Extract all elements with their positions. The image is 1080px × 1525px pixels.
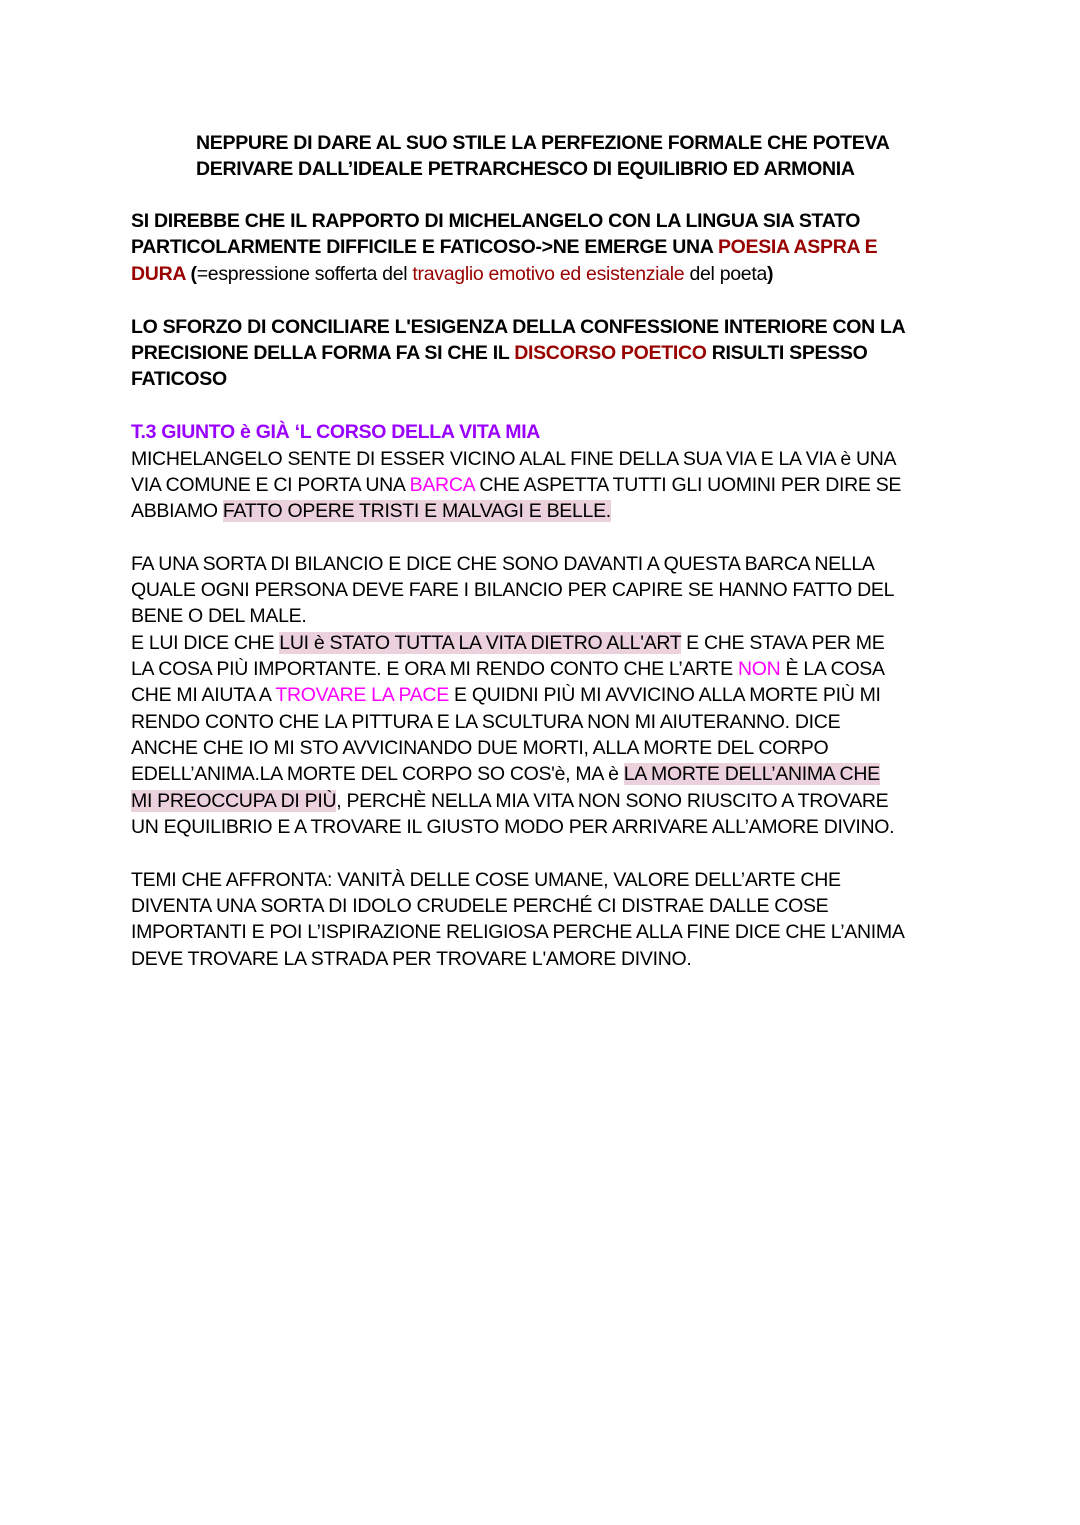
paragraph-line: DERIVARE DALL’IDEALE PETRARCHESCO DI EQUILIBRIO ED ARMONIA	[196, 158, 855, 180]
text-span: CHE ASPETTA TUTTI GLI UOMINI PER DIRE SE	[474, 474, 902, 496]
paragraph-line	[131, 340, 868, 366]
paragraph-line	[131, 656, 885, 682]
paragraph-line: ANCHE CHE IO MI STO AVVICINANDO DUE MORTI, ALLA MORTE DEL CORPO	[131, 737, 829, 759]
text-span: È LA COSA	[780, 658, 885, 680]
text-span: (	[185, 263, 197, 285]
paragraph-line: BENE O DEL MALE.	[131, 605, 307, 627]
paragraph-line: LO SFORZO DI CONCILIARE L'ESIGENZA DELLA CONFESSIONE INTERIORE CON LA	[131, 316, 906, 338]
text-span: E QUIDNI PIÙ MI AVVICINO ALLA MORTE PIÙ MI	[448, 684, 881, 706]
emphasis-red: DISCORSO POETICO	[514, 342, 707, 364]
paragraph-line	[131, 682, 881, 708]
text-span: del poeta	[684, 263, 767, 285]
highlighted-text: LUI è STATO TUTTA LA VITA DIETRO ALL'ART	[279, 632, 682, 654]
paragraph-line	[131, 630, 884, 656]
paragraph-line: FATICOSO	[131, 368, 227, 390]
text-span: )	[767, 263, 774, 285]
paragraph-line: IMPORTANTI E POI L’ISPIRAZIONE RELIGIOSA PERCHE ALLA FINE DICE CHE L’ANIMA	[131, 921, 905, 943]
paragraph-line	[131, 498, 611, 524]
paragraph-line: QUALE OGNI PERSONA DEVE FARE I BILANCIO PER CAPIRE SE HANNO FATTO DEL	[131, 579, 895, 601]
text-span: EDELL’ANIMA.LA MORTE DEL CORPO SO COS'è, MA è	[131, 763, 624, 785]
paragraph-line	[131, 761, 880, 787]
section-title: T.3 GIUNTO è GIÀ ‘L CORSO DELLA VITA MIA	[131, 421, 541, 443]
paragraph-line	[131, 261, 773, 287]
emphasis-red: POESIA ASPRA E	[717, 236, 878, 258]
paragraph-line	[131, 788, 888, 814]
emphasis-red: travaglio emotivo ed esistenziale	[412, 263, 685, 285]
highlighted-text: FATTO OPERE TRISTI E MALVAGI E BELLE.	[222, 500, 611, 522]
text-span: E CHE STAVA PER ME	[681, 632, 885, 654]
paragraph-line: TEMI CHE AFFRONTA: VANITÀ DELLE COSE UMANE, VALORE DELL’ARTE CHE	[131, 869, 841, 891]
paragraph-line: DEVE TROVARE LA STRADA PER TROVARE L'AMORE DIVINO.	[131, 948, 692, 970]
text-span: , PERCHÈ NELLA MIA VITA NON SONO RIUSCITO A TROVARE	[336, 790, 889, 812]
text-span: PARTICOLARMENTE DIFFICILE E FATICOSO->NE EMERGE UNA	[131, 236, 718, 258]
text-span: CHE MI AIUTA A	[131, 684, 276, 706]
paragraph-line: FA UNA SORTA DI BILANCIO E DICE CHE SONO DAVANTI A QUESTA BARCA NELLA	[131, 553, 875, 575]
paragraph-line	[131, 472, 901, 498]
text-span: VIA COMUNE E CI PORTA UNA	[131, 474, 410, 496]
highlighted-text: MI PREOCCUPA DI PIÙ	[131, 790, 337, 812]
paragraph-line: MICHELANGELO SENTE DI ESSER VICINO ALAL FINE DELLA SUA VIA E LA VIA è UNA	[131, 448, 897, 470]
text-span: =espressione sofferta del	[196, 263, 413, 285]
emphasis-magenta: BARCA	[409, 474, 475, 496]
paragraph-line: RENDO CONTO CHE LA PITTURA E LA SCULTURA NON MI AIUTERANNO. DICE	[131, 711, 841, 733]
text-span: ABBIAMO	[131, 500, 223, 522]
emphasis-red: DURA	[131, 263, 186, 285]
text-span: PRECISIONE DELLA FORMA FA SI CHE IL	[131, 342, 515, 364]
highlighted-text: LA MORTE DELL’ANIMA CHE	[623, 763, 880, 785]
text-span: E LUI DICE CHE	[131, 632, 280, 654]
text-span: LA COSA PIÙ IMPORTANTE. E ORA MI RENDO CONTO CHE L’ARTE	[131, 658, 738, 680]
paragraph-line: UN EQUILIBRIO E A TROVARE IL GIUSTO MODO PER ARRIVARE ALL’AMORE DIVINO.	[131, 816, 895, 838]
paragraph-line: DIVENTA UNA SORTA DI IDOLO CRUDELE PERCHÉ CI DISTRAE DALLE COSE	[131, 895, 829, 917]
emphasis-magenta: NON	[737, 658, 781, 680]
emphasis-magenta: TROVARE LA PACE	[275, 684, 449, 706]
paragraph-line: NEPPURE DI DARE AL SUO STILE LA PERFEZIONE FORMALE CHE POTEVA	[196, 132, 890, 154]
text-span: RISULTI SPESSO	[706, 342, 868, 364]
paragraph-line	[131, 234, 877, 260]
paragraph-line: SI DIREBBE CHE IL RAPPORTO DI MICHELANGELO CON LA LINGUA SIA STATO	[131, 210, 861, 232]
